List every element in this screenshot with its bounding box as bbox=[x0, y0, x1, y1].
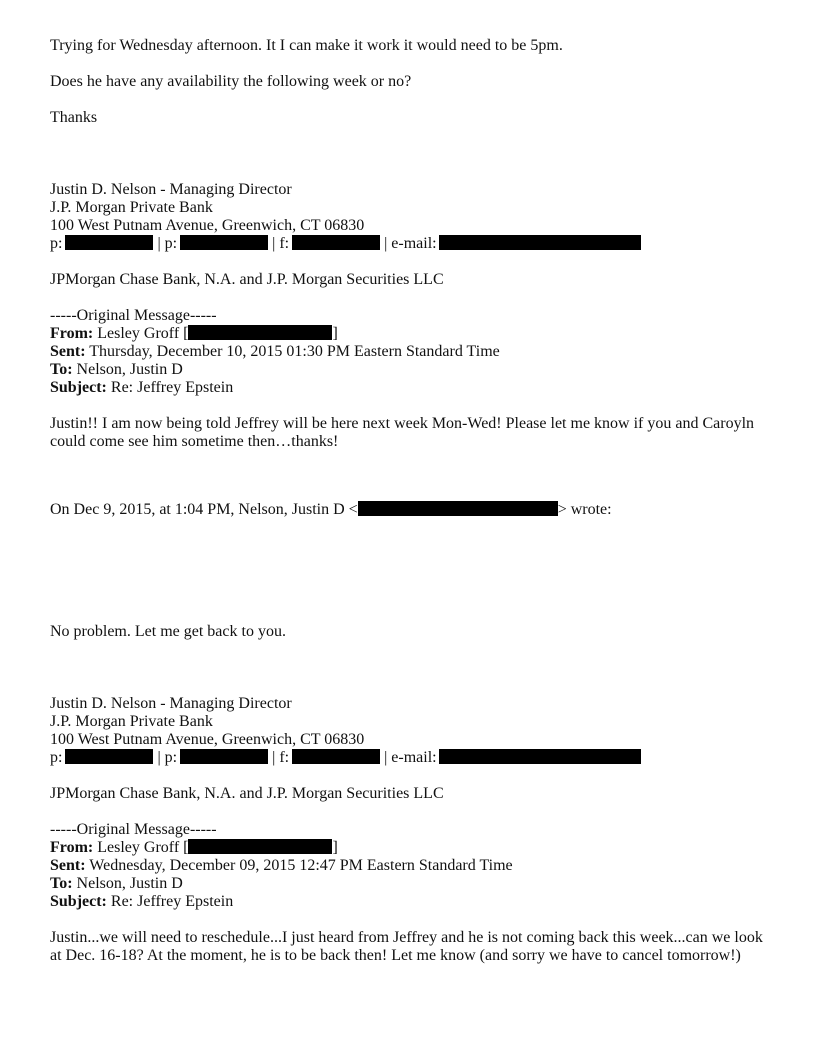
redaction-block bbox=[188, 839, 332, 854]
phone-label: p: bbox=[50, 749, 63, 766]
redaction-block bbox=[180, 235, 268, 250]
intro-line-2: Does he have any availability the following week or no? bbox=[50, 73, 412, 90]
sent-label: Sent: bbox=[50, 857, 86, 874]
quote-suffix: > wrote: bbox=[557, 501, 612, 518]
redaction-block bbox=[292, 235, 380, 250]
from-close: ] bbox=[332, 325, 338, 342]
subject-label: Subject: bbox=[50, 893, 107, 910]
signature-address: 100 West Putnam Avenue, Greenwich, CT 06830 bbox=[50, 217, 365, 234]
quote-prefix: On Dec 9, 2015, at 1:04 PM, Nelson, Justin D < bbox=[50, 501, 358, 518]
from-label: From: bbox=[50, 325, 94, 342]
signature-entity: JPMorgan Chase Bank, N.A. and J.P. Morgan Securities LLC bbox=[50, 785, 444, 802]
message-to-line bbox=[50, 875, 183, 893]
subject-value: Re: Jeffrey Epstein bbox=[106, 379, 234, 396]
redaction-block bbox=[358, 501, 558, 516]
from-value: Lesley Groff [ bbox=[93, 325, 189, 342]
quote-header bbox=[50, 501, 612, 519]
redaction-block bbox=[180, 749, 268, 764]
redaction-block bbox=[439, 749, 641, 764]
message-sent-line bbox=[50, 857, 513, 875]
signature-entity: JPMorgan Chase Bank, N.A. and J.P. Morgan Securities LLC bbox=[50, 271, 444, 288]
fax-label: | f: bbox=[268, 235, 290, 252]
message-to-line bbox=[50, 361, 183, 379]
redaction-block bbox=[292, 749, 380, 764]
redaction-block bbox=[65, 749, 153, 764]
from-value: Lesley Groff [ bbox=[93, 839, 189, 856]
email-label: | e-mail: bbox=[380, 749, 437, 766]
redaction-block bbox=[65, 235, 153, 250]
from-close: ] bbox=[332, 839, 338, 856]
message-subject-line bbox=[50, 379, 233, 397]
sent-value: Thursday, December 10, 2015 01:30 PM Eastern Standard Time bbox=[85, 343, 500, 360]
sent-label: Sent: bbox=[50, 343, 86, 360]
redaction-block bbox=[188, 325, 332, 340]
signature-bank: J.P. Morgan Private Bank bbox=[50, 713, 213, 730]
original-message-divider: -----Original Message----- bbox=[50, 307, 217, 324]
signature-contact-line bbox=[50, 749, 641, 767]
phone-label-2: | p: bbox=[153, 235, 178, 252]
signature-contact-line bbox=[50, 235, 641, 253]
message-body: Justin...we will need to reschedule...I just heard from Jeffrey and he is not coming back this week...can we look at Dec. 16-18? At the moment, he is to be back then! Let me know (and sorry we have to cancel tomorrow!) bbox=[50, 929, 763, 964]
message-body: Justin!! I am now being told Jeffrey will be here next week Mon-Wed! Please let me know if you and Caroyln could come see him sometime then…thanks! bbox=[50, 415, 755, 450]
reply-text: No problem. Let me get back to you. bbox=[50, 623, 286, 640]
redaction-block bbox=[439, 235, 641, 250]
signature-name-title: Justin D. Nelson - Managing Director bbox=[50, 181, 292, 198]
message-from-line bbox=[50, 325, 338, 343]
to-value: Nelson, Justin D bbox=[72, 875, 183, 892]
phone-label-2: | p: bbox=[153, 749, 178, 766]
intro-line-1: Trying for Wednesday afternoon. It I can make it work it would need to be 5pm. bbox=[50, 37, 563, 54]
intro-thanks: Thanks bbox=[50, 109, 98, 126]
to-label: To: bbox=[50, 361, 73, 378]
subject-value: Re: Jeffrey Epstein bbox=[106, 893, 234, 910]
message-from-line bbox=[50, 839, 338, 857]
sent-value: Wednesday, December 09, 2015 12:47 PM Eastern Standard Time bbox=[85, 857, 513, 874]
signature-name-title: Justin D. Nelson - Managing Director bbox=[50, 695, 292, 712]
fax-label: | f: bbox=[268, 749, 290, 766]
signature-address: 100 West Putnam Avenue, Greenwich, CT 06830 bbox=[50, 731, 365, 748]
email-label: | e-mail: bbox=[380, 235, 437, 252]
original-message-divider: -----Original Message----- bbox=[50, 821, 217, 838]
to-value: Nelson, Justin D bbox=[72, 361, 183, 378]
from-label: From: bbox=[50, 839, 94, 856]
message-sent-line bbox=[50, 343, 500, 361]
signature-bank: J.P. Morgan Private Bank bbox=[50, 199, 213, 216]
subject-label: Subject: bbox=[50, 379, 107, 396]
phone-label: p: bbox=[50, 235, 63, 252]
message-subject-line bbox=[50, 893, 233, 911]
to-label: To: bbox=[50, 875, 73, 892]
